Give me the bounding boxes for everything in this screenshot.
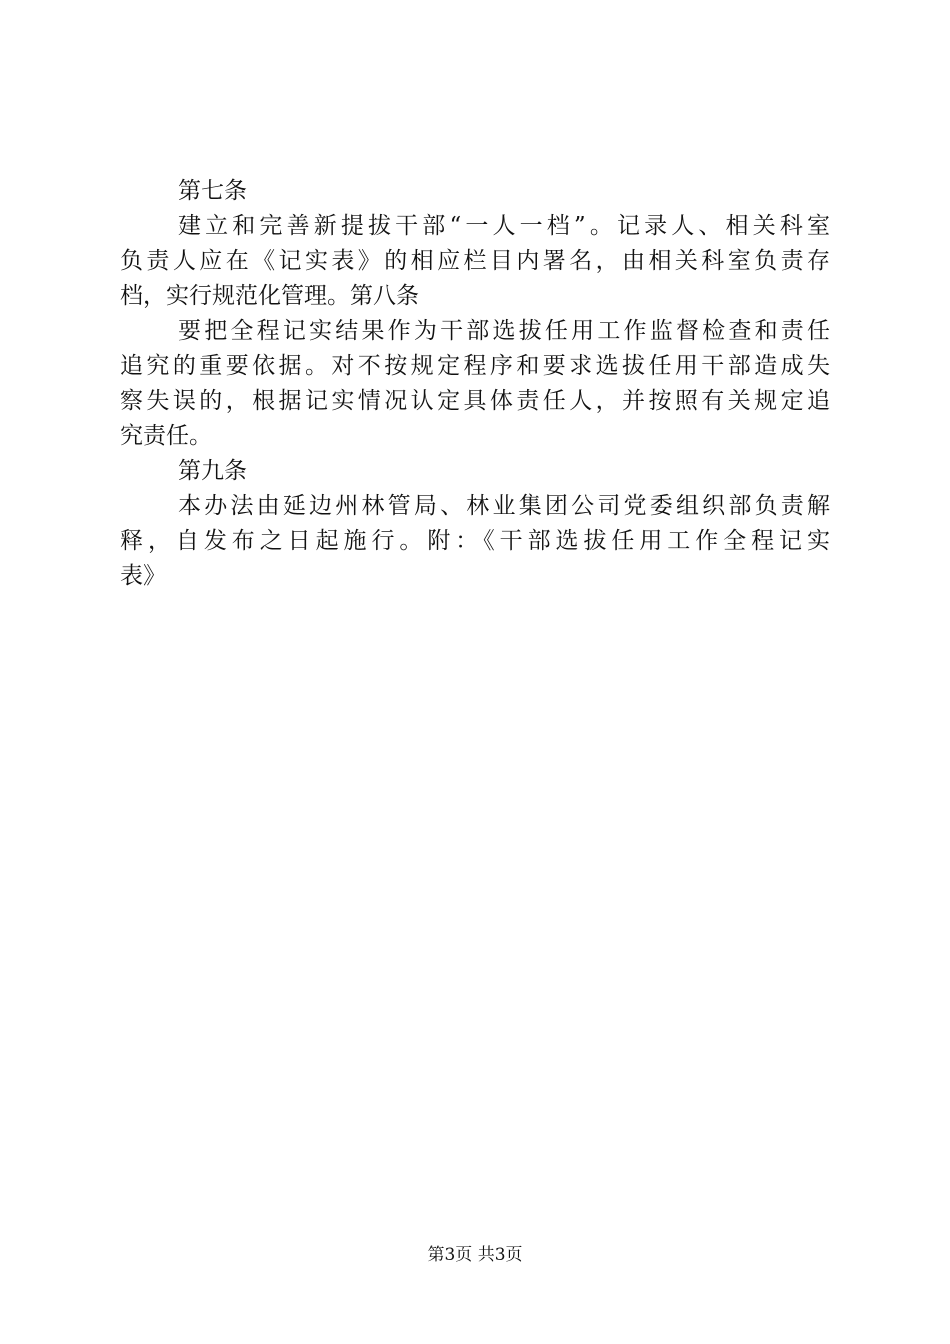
text-line: 本办法由延边州林管局、林业集团公司党委组织部负责解 [178,493,830,519]
text-line: 究责任。 [120,423,212,449]
document-body [120,174,830,594]
text-line: 要把全程记实结果作为干部选拔任用工作监督检查和责任 [178,318,830,344]
page-footer: 第3页 共3页 [427,1245,523,1265]
text-line: 释，自发布之日起施行。附：《干部选拔任用工作全程记实 [120,528,830,554]
text-line: 表》 [120,563,166,589]
text-line: 第七条 [178,178,247,204]
text-line: 第九条 [178,458,247,484]
text-line: 档，实行规范化管理。第八条 [120,283,419,309]
text-line: 追究的重要依据。对不按规定程序和要求选拔任用干部造成失 [120,353,830,379]
text-line: 负责人应在《记实表》的相应栏目内署名，由相关科室负责存 [120,248,830,274]
text-line: 察失误的，根据记实情况认定具体责任人，并按照有关规定追 [120,388,830,414]
text-line: 建立和完善新提拔干部“一人一档”。记录人、相关科室 [178,213,830,239]
